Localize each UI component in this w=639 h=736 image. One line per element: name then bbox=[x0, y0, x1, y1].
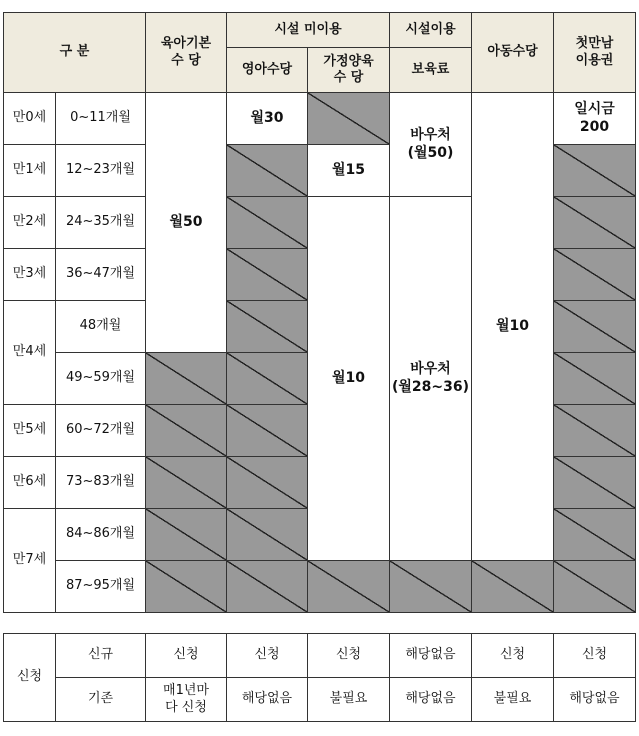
childcare-voucher-1: 바우처 (월50) bbox=[390, 93, 472, 197]
header-facility-non-use: 시설 미이용 bbox=[227, 13, 390, 48]
home-care-value-10: 월10 bbox=[308, 197, 390, 561]
months-cell: 49~59개월 bbox=[56, 353, 146, 405]
apply-cell: 신청 bbox=[554, 634, 636, 678]
na-cell bbox=[227, 197, 308, 249]
header-first-voucher: 첫만남 이용권 bbox=[554, 13, 636, 93]
apply-cell: 신청 bbox=[146, 634, 227, 678]
age-cell: 만3세 bbox=[4, 249, 56, 301]
apply-label: 신청 bbox=[4, 634, 56, 722]
months-cell: 12~23개월 bbox=[56, 145, 146, 197]
na-cell bbox=[146, 353, 227, 405]
apply-cell: 신청 bbox=[472, 634, 554, 678]
age-cell: 만1세 bbox=[4, 145, 56, 197]
apply-type: 신규 bbox=[56, 634, 146, 678]
na-cell bbox=[554, 457, 636, 509]
months-cell: 24~35개월 bbox=[56, 197, 146, 249]
na-cell bbox=[146, 509, 227, 561]
childcare-voucher-2: 바우처 (월28~36) bbox=[390, 197, 472, 561]
application-table bbox=[3, 633, 636, 722]
header-gubun: 구 분 bbox=[4, 13, 146, 93]
na-cell bbox=[308, 93, 390, 145]
age-cell: 만2세 bbox=[4, 197, 56, 249]
na-cell bbox=[472, 561, 554, 613]
apply-cell: 신청 bbox=[308, 634, 390, 678]
na-cell bbox=[227, 509, 308, 561]
na-cell bbox=[554, 405, 636, 457]
age-cell: 만6세 bbox=[4, 457, 56, 509]
na-cell bbox=[227, 249, 308, 301]
header-infant-allowance: 영아수당 bbox=[227, 48, 308, 93]
apply-cell: 신청 bbox=[227, 634, 308, 678]
apply-cell: 해당없음 bbox=[227, 678, 308, 722]
age-cell: 만5세 bbox=[4, 405, 56, 457]
months-cell: 84~86개월 bbox=[56, 509, 146, 561]
home-care-value-15: 월15 bbox=[308, 145, 390, 197]
months-cell: 0~11개월 bbox=[56, 93, 146, 145]
infant-allowance-value: 월30 bbox=[227, 93, 308, 145]
na-cell bbox=[554, 249, 636, 301]
apply-cell: 해당없음 bbox=[390, 678, 472, 722]
na-cell bbox=[146, 457, 227, 509]
months-cell: 36~47개월 bbox=[56, 249, 146, 301]
header-facility-use: 시설이용 bbox=[390, 13, 472, 48]
na-cell bbox=[227, 301, 308, 353]
na-cell bbox=[227, 405, 308, 457]
age-cell: 만0세 bbox=[4, 93, 56, 145]
months-cell: 73~83개월 bbox=[56, 457, 146, 509]
na-cell bbox=[227, 353, 308, 405]
first-voucher-value: 일시금 200 bbox=[554, 93, 636, 145]
na-cell bbox=[146, 561, 227, 613]
na-cell bbox=[554, 509, 636, 561]
na-cell bbox=[554, 145, 636, 197]
apply-type: 기존 bbox=[56, 678, 146, 722]
header-basic-allowance: 육아기본 수 당 bbox=[146, 13, 227, 93]
na-cell bbox=[390, 561, 472, 613]
na-cell bbox=[308, 561, 390, 613]
na-cell bbox=[146, 405, 227, 457]
na-cell bbox=[554, 197, 636, 249]
na-cell bbox=[554, 353, 636, 405]
benefit-table bbox=[3, 12, 636, 613]
apply-cell: 해당없음 bbox=[390, 634, 472, 678]
apply-cell: 불필요 bbox=[308, 678, 390, 722]
age-cell: 만4세 bbox=[4, 301, 56, 405]
months-cell: 48개월 bbox=[56, 301, 146, 353]
child-allowance-value: 월10 bbox=[472, 93, 554, 561]
na-cell bbox=[554, 561, 636, 613]
months-cell: 60~72개월 bbox=[56, 405, 146, 457]
basic-allowance-value: 월50 bbox=[146, 93, 227, 353]
apply-cell: 불필요 bbox=[472, 678, 554, 722]
na-cell bbox=[227, 561, 308, 613]
na-cell bbox=[227, 145, 308, 197]
header-home-care: 가정양육 수 당 bbox=[308, 48, 390, 93]
apply-cell: 매1년마다 신청 bbox=[146, 678, 227, 722]
na-cell bbox=[554, 301, 636, 353]
header-childcare-fee: 보육료 bbox=[390, 48, 472, 93]
apply-cell: 해당없음 bbox=[554, 678, 636, 722]
age-cell: 만7세 bbox=[4, 509, 56, 613]
header-child-allowance: 아동수당 bbox=[472, 13, 554, 93]
months-cell: 87~95개월 bbox=[56, 561, 146, 613]
na-cell bbox=[227, 457, 308, 509]
